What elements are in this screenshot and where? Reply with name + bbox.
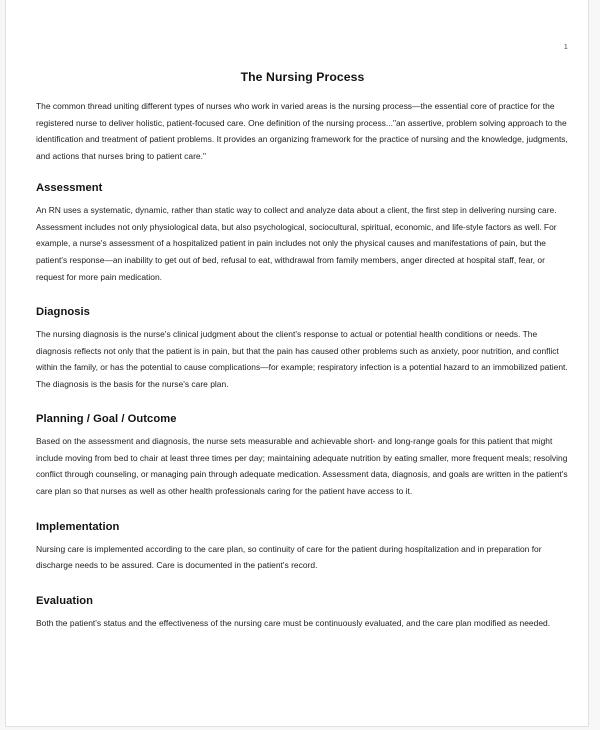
section-heading-planning-goal-outcome: Planning / Goal / Outcome (36, 413, 177, 426)
document-page (5, 0, 589, 727)
page-title: The Nursing Process (240, 70, 365, 84)
section-body-assessment: An RN uses a systematic, dynamic, rather than static way to collect and analyze data about a client, the first step in delivering nursing care. Assessment includes not only physiological data, but also psychological, sociocultural, spiritual, economic, and life-style factors as well. For example, a nurse's assessment of a hospitalized patient in pain includes not only the physical causes and manifestations of pain, but the patient's response—an inability to get out of bed, refusal to eat, withdrawal from family members, anger directed at hospital staff, fear, or request for more pain medication. (36, 205, 557, 282)
intro-paragraph: The common thread uniting different types of nurses who work in varied areas is the nursing process—the essential core of practice for the registered nurse to deliver holistic, patient-focused care. One definition of the nursing process..."an assertive, problem solving approach to the identification and treatment of patient problems. It provides an organizing framework for the practice of nursing and the knowledge, judgments, and actions that nurses bring to patient care." (36, 101, 568, 161)
section-body-evaluation: Both the patient's status and the effectiveness of the nursing care must be continuously evaluated, and the care plan modified as needed. (36, 617, 551, 628)
section-diagnosis (36, 306, 569, 392)
section-assessment (36, 182, 569, 285)
section-heading-assessment: Assessment (36, 182, 103, 195)
section-heading-evaluation: Evaluation (36, 594, 94, 607)
document-content (36, 70, 569, 631)
section-implementation (36, 521, 569, 574)
page-number: 1 (563, 44, 568, 51)
section-body-implementation: Nursing care is implemented according to the care plan, so continuity of care for the patient during hospitalization and in preparation for discharge needs to be assured. Care is documented in the patient's record. (36, 543, 542, 571)
section-heading-diagnosis: Diagnosis (36, 306, 90, 319)
section-body-diagnosis: The nursing diagnosis is the nurse's clinical judgment about the client's response to actual or potential health conditions or needs. The diagnosis reflects not only that the patient is in pain, but that the pain has caused other problems such as anxiety, poor nutrition, and conflict within the family, or has the potential to cause complications—for example; respiratory infection is a potential hazard to an immobilized patient. The diagnosis is the basis for the nurse's care plan. (36, 329, 568, 389)
section-evaluation (36, 595, 569, 632)
section-heading-implementation: Implementation (36, 520, 120, 533)
section-planning-goal-outcome (36, 413, 569, 499)
section-body-planning-goal-outcome: Based on the assessment and diagnosis, the nurse sets measurable and achievable short- and long-range goals for this patient that might include moving from bed to chair at least three times per day; maintaining adequate nutrition by eating smaller, more frequent meals; resolving conflict through counseling, or managing pain through adequate medication. Assessment data, diagnosis, and goals are written in the patient's care plan so that nurses as well as other health professionals caring for the patient have access to it. (36, 436, 568, 496)
